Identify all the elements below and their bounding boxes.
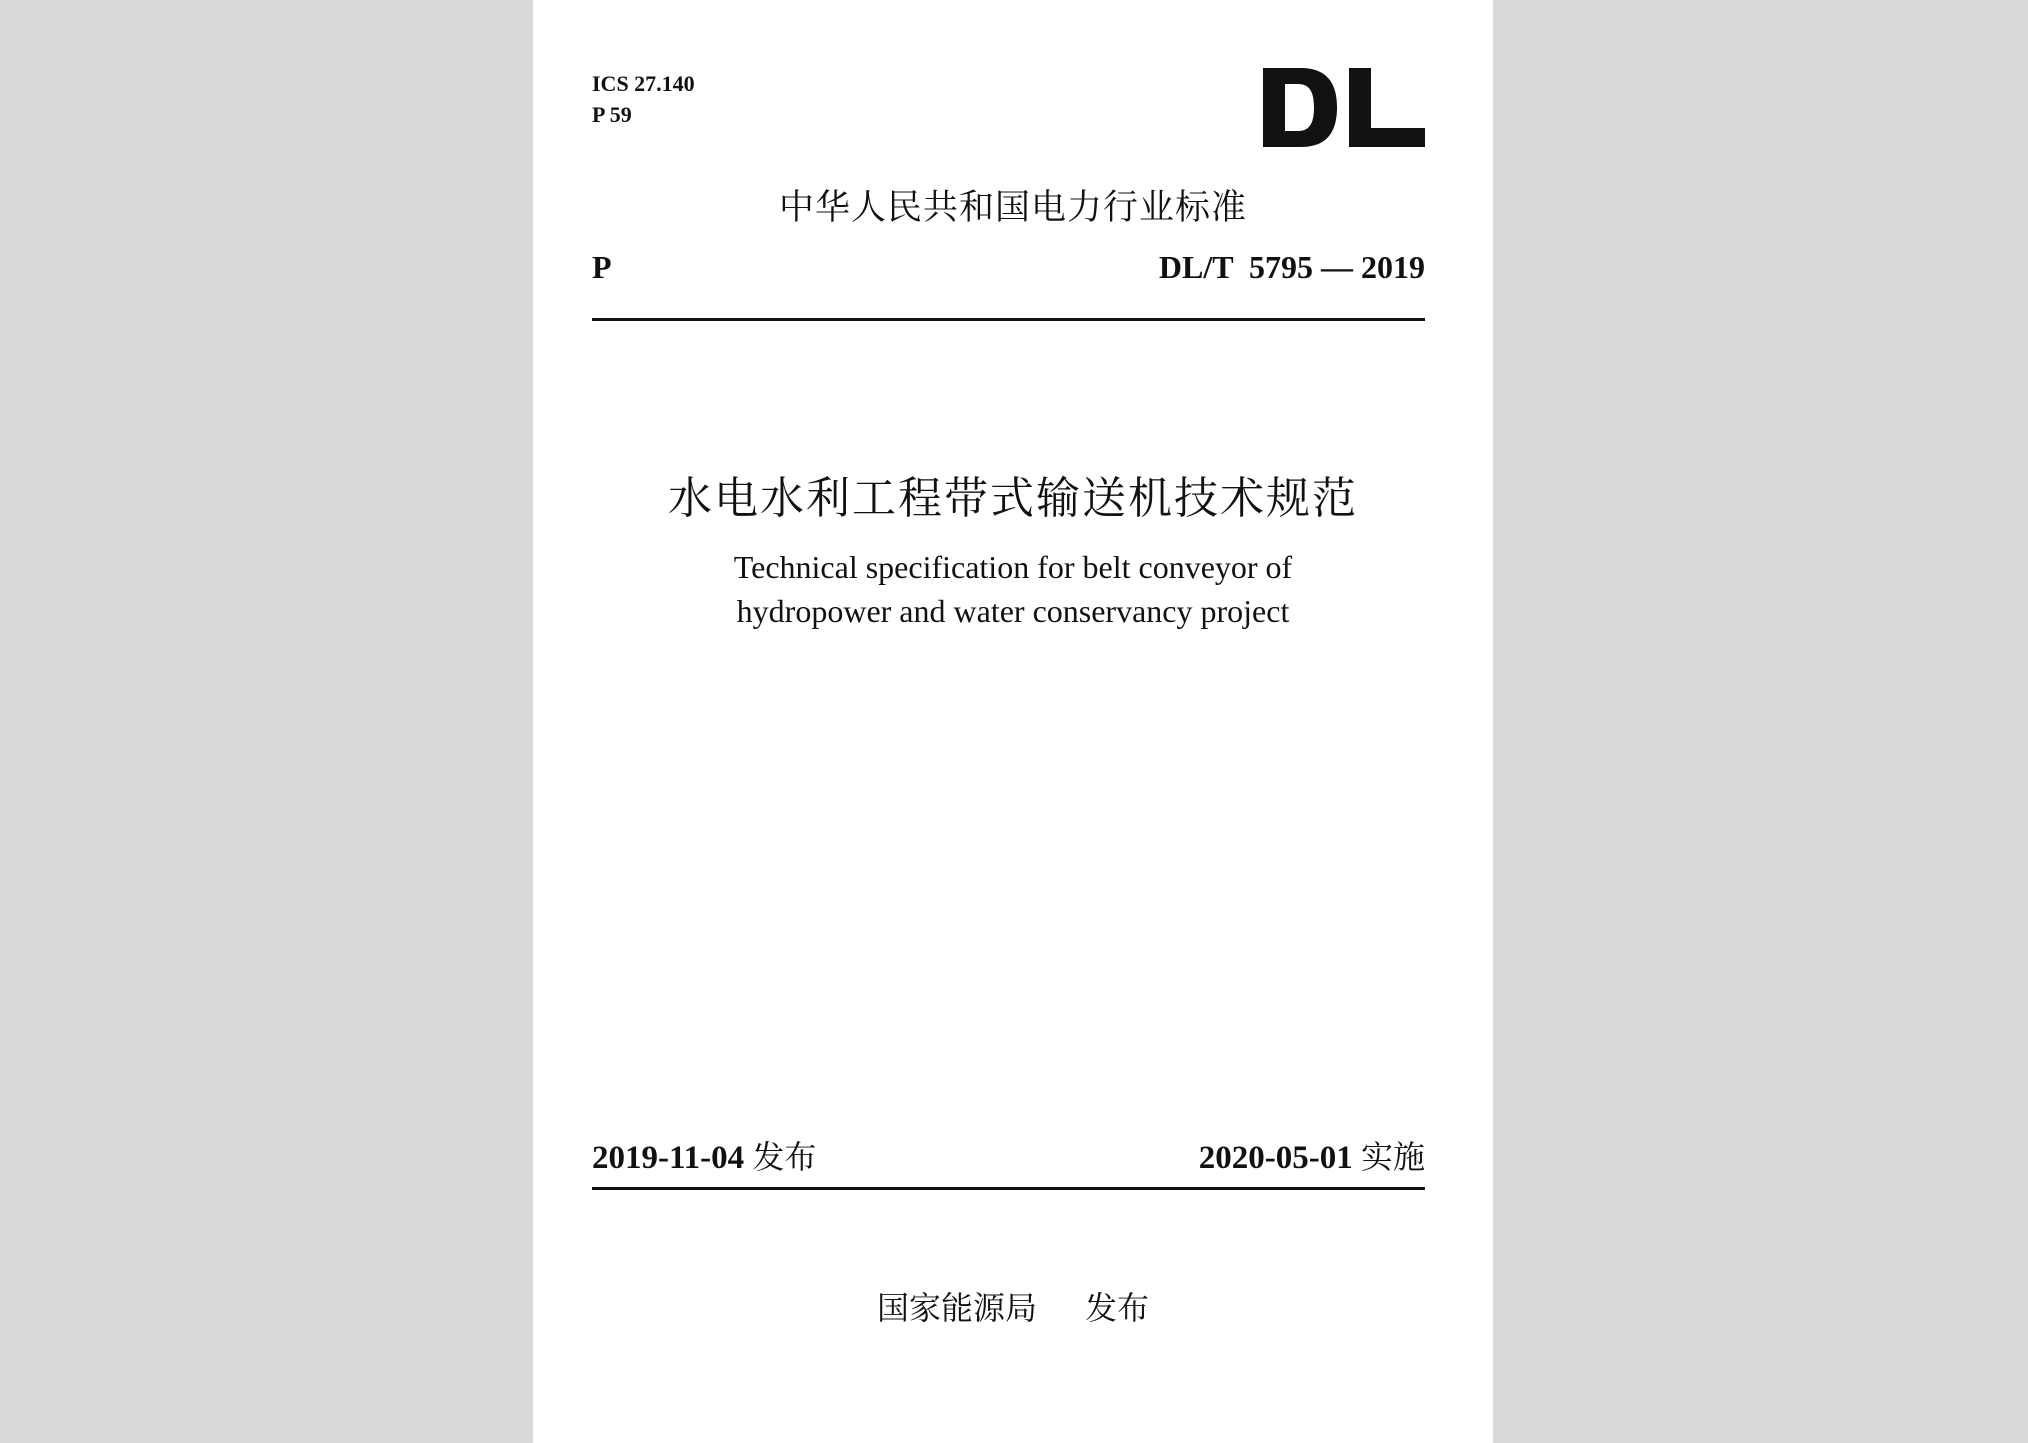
document-page bbox=[533, 0, 1493, 1443]
ccs-code: P 59 bbox=[592, 102, 632, 127]
standard-type: 中华人民共和国电力行业标准 bbox=[778, 188, 1247, 228]
issuer-label: 发布 bbox=[1085, 1289, 1150, 1327]
issuer-name: 国家能源局 bbox=[876, 1289, 1037, 1327]
bottom-divider bbox=[592, 1187, 1425, 1190]
issuer bbox=[533, 1283, 1493, 1329]
standard-number: DL/T 5795 — 2019 bbox=[1158, 249, 1425, 285]
classification-codes bbox=[592, 68, 695, 130]
top-divider bbox=[592, 318, 1425, 321]
title-english-line1: Technical specification for belt conveyor of bbox=[733, 549, 1293, 585]
implement-label: 实施 bbox=[1360, 1138, 1425, 1176]
implement-date: 2020-05-01 bbox=[1198, 1140, 1353, 1176]
dl-logo-icon bbox=[1263, 68, 1425, 147]
implement-date-block bbox=[1199, 1132, 1425, 1178]
ics-code: ICS 27.140 bbox=[592, 71, 695, 96]
title-chinese: 水电水利工程带式输送机技术规范 bbox=[668, 473, 1358, 524]
release-date-block bbox=[592, 1132, 816, 1178]
category-code: P bbox=[592, 249, 612, 285]
release-label: 发布 bbox=[752, 1138, 817, 1176]
title-english-line2: hydropower and water conservancy project bbox=[736, 593, 1290, 629]
release-date: 2019-11-04 bbox=[592, 1140, 745, 1176]
